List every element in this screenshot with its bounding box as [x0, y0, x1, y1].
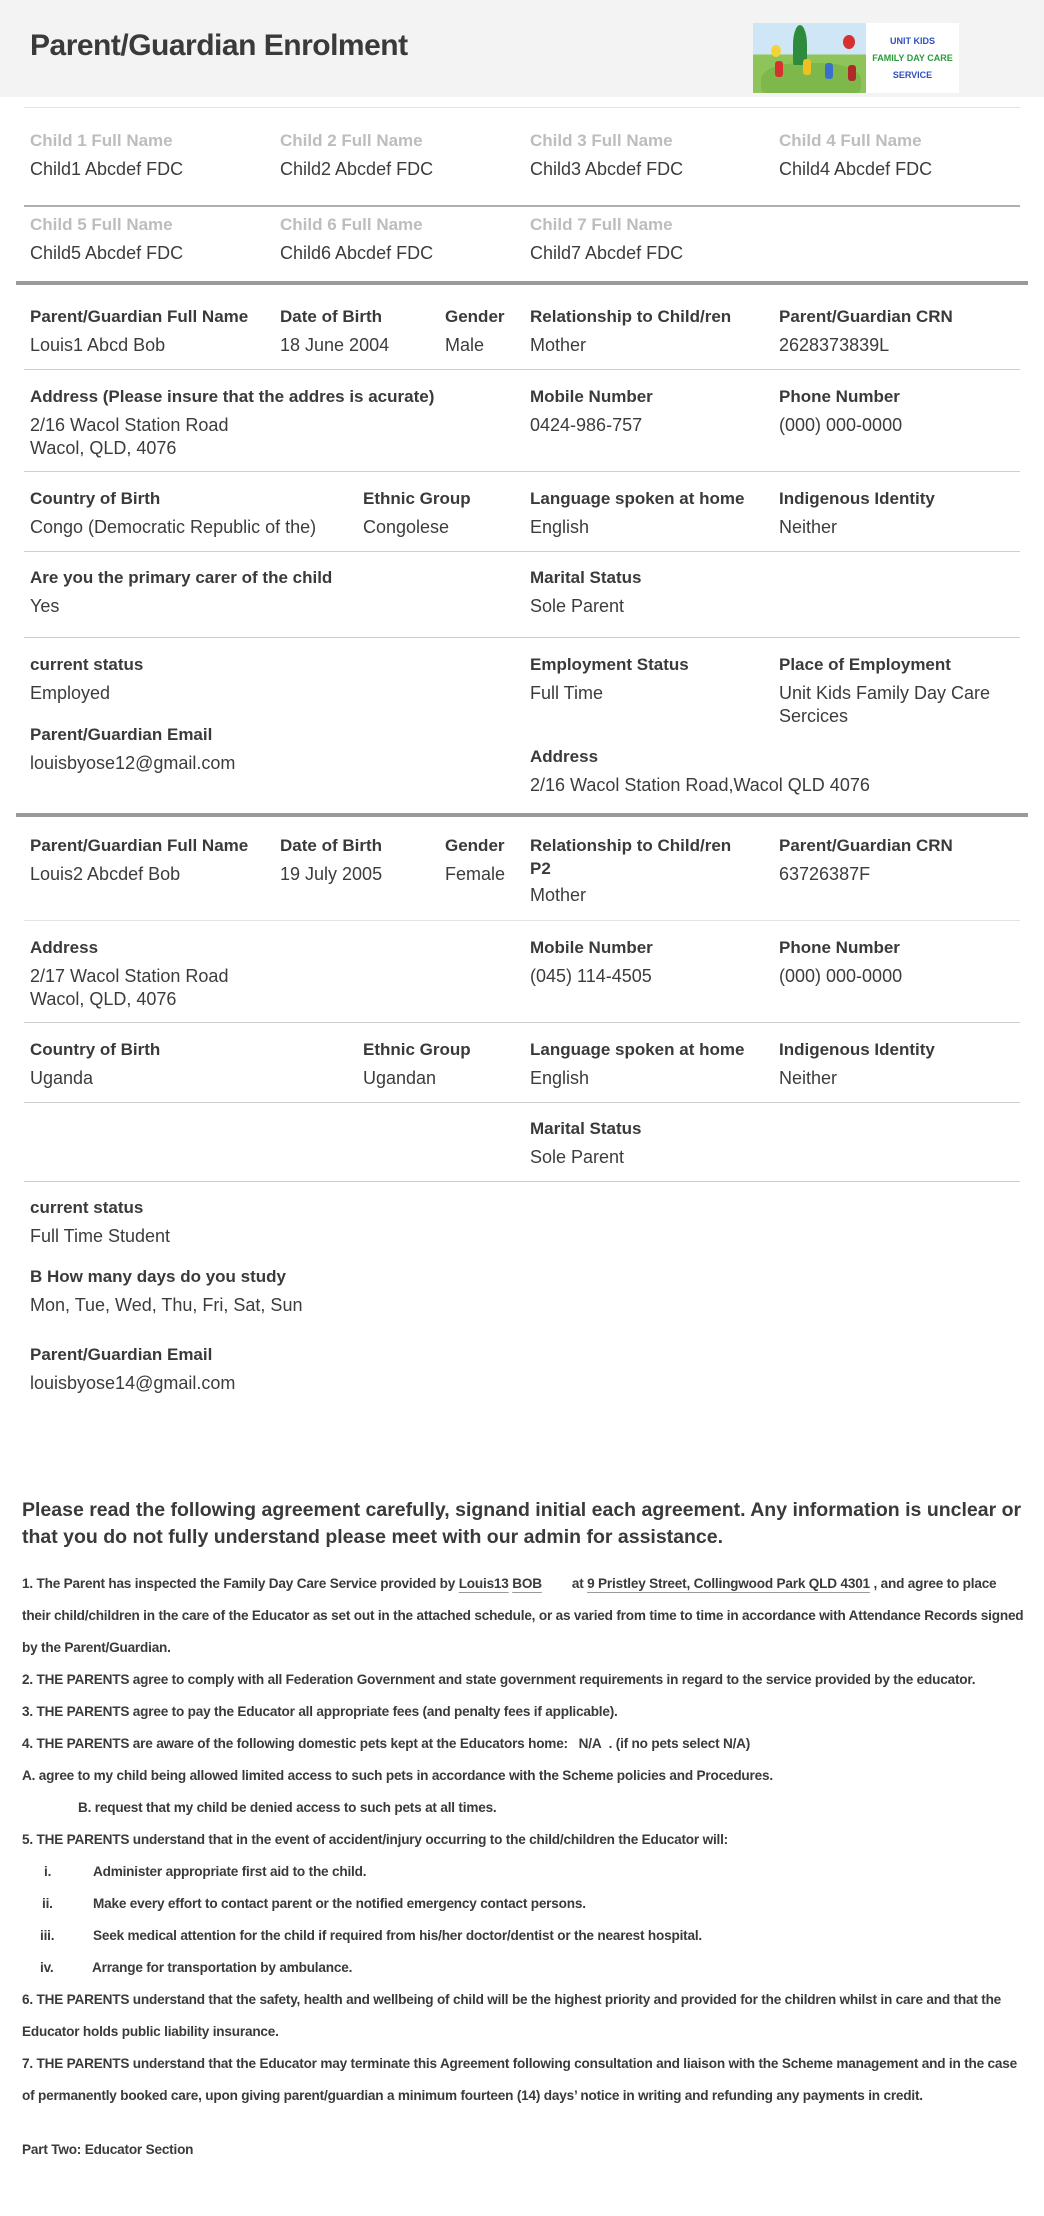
field-label: Mobile Number	[530, 387, 653, 406]
p1-country-field	[30, 488, 316, 539]
field-value: 2/17 Wacol Station Road	[30, 966, 229, 986]
field-value: 63726387F	[779, 864, 871, 884]
field-label: Are you the primary carer of the child	[30, 568, 333, 587]
field-label: Indigenous Identity	[779, 1040, 935, 1059]
field-value: Child1 Abcdef FDC	[30, 159, 184, 179]
p2-indigenous-field	[779, 1039, 935, 1090]
field-label: Parent/Guardian Full Name	[30, 307, 249, 326]
field-value: Louis1 Abcd Bob	[30, 335, 166, 355]
p2-relationship-field	[530, 835, 731, 907]
text: FAMILY DAY CARE	[872, 52, 953, 63]
field-value: 2/16 Wacol Station Road,Wacol QLD 4076	[530, 775, 870, 795]
field-value: Child6 Abcdef FDC	[280, 243, 434, 263]
section-divider	[16, 281, 1028, 285]
field-label: current status	[30, 1198, 144, 1217]
field-value: Child3 Abcdef FDC	[530, 159, 684, 179]
divider	[24, 471, 1020, 472]
p1-name-field	[30, 306, 248, 357]
clause-7: 7. THE PARENTS understand that the Educator may terminate this Agreement following consultation and liaison with the Scheme management and in the case of permanently booked care, upon giving parent/guardian a minimum fourteen (14) days’ notice in writing and refunding any payments in credit.	[22, 2056, 1017, 2103]
field-value: 2628373839L	[779, 335, 890, 355]
p1-employment-field	[530, 654, 689, 705]
divider	[24, 107, 1020, 108]
p2-crn-field	[779, 835, 953, 886]
field-label: Parent/Guardian CRN	[779, 836, 953, 855]
text: Administer appropriate first aid to the child.	[93, 1864, 367, 1879]
text: Arrange for transportation by ambulance.	[92, 1960, 353, 1975]
field-label: Country of Birth	[30, 489, 161, 508]
section-divider	[16, 813, 1028, 817]
field-label: Parent/Guardian Full Name	[30, 836, 249, 855]
agreement-clauses	[22, 1568, 1027, 2166]
field-label: Child 5 Full Name	[30, 215, 173, 234]
p1-phone-field	[779, 386, 902, 437]
text: i.	[44, 1864, 52, 1879]
field-label: Phone Number	[779, 387, 900, 406]
field-value: (000) 000-0000	[779, 966, 903, 986]
page-title: Parent/Guardian Enrolment	[30, 29, 408, 62]
p2-ethnic-field	[363, 1039, 471, 1090]
divider	[24, 637, 1020, 638]
field-value: louisbyose14@gmail.com	[30, 1373, 236, 1393]
child-5-field	[30, 214, 183, 265]
p2-language-field	[530, 1039, 744, 1090]
field-label: Gender	[445, 836, 505, 855]
field-value: English	[530, 517, 590, 537]
field-label: Relationship to Child/ren	[530, 836, 732, 855]
p2-phone-field	[779, 937, 902, 988]
text: 1. The Parent has inspected the Family Day Care Service provided by	[22, 1576, 459, 1591]
field-value: Male	[445, 335, 485, 355]
child-1-field	[30, 130, 183, 181]
p1-indigenous-field	[779, 488, 935, 539]
agreement-heading: Please read the following agreement carefully, signand initial each agreement. Any information is unclear or that you do not fully understand please meet with our admin for assistance.	[22, 1499, 1022, 1548]
field-value: English	[530, 1068, 590, 1088]
field-value: Mother	[530, 335, 587, 355]
divider	[24, 920, 1020, 921]
field-value: Neither	[779, 1068, 838, 1088]
field-label: Parent/Guardian Email	[30, 725, 213, 744]
clause-4b: B. request that my child be denied access to such pets at all times.	[78, 1800, 497, 1815]
field-value: Yes	[30, 596, 60, 616]
unit-kids-logo	[753, 23, 959, 93]
field-value: Child7 Abcdef FDC	[530, 243, 684, 263]
field-label: current status	[30, 655, 144, 674]
field-label: Phone Number	[779, 938, 900, 957]
p2-dob-field	[280, 835, 382, 886]
divider	[24, 1022, 1020, 1023]
logo-illustration	[753, 23, 866, 93]
clause-6: 6. THE PARENTS understand that the safety, health and wellbeing of child will be the highest priority and provided for the children whilst in care and that the Educator holds public liability insurance.	[22, 1992, 1002, 2039]
p1-language-field	[530, 488, 744, 539]
p1-crn-field	[779, 306, 953, 357]
field-label: Indigenous Identity	[779, 489, 935, 508]
field-label: Language spoken at home	[530, 1040, 745, 1059]
p2-current-status-field	[30, 1197, 170, 1248]
p1-work-address-field	[530, 746, 870, 797]
p2-address-field	[30, 937, 228, 1011]
p1-place-field	[779, 654, 990, 728]
clause-5-item	[22, 1856, 1027, 1888]
field-label: Child 6 Full Name	[280, 215, 423, 234]
text: UNIT KIDS	[890, 35, 935, 46]
field-value: Full Time	[530, 683, 604, 703]
field-value: Full Time Student	[30, 1226, 171, 1246]
p1-dob-field	[280, 306, 389, 357]
field-label: P2	[530, 859, 551, 878]
child-2-field	[280, 130, 433, 181]
p2-country-field	[30, 1039, 160, 1090]
pets-value: N/A	[578, 1736, 602, 1751]
field-value: Congolese	[363, 517, 450, 537]
field-label: Relationship to Child/ren	[530, 307, 732, 326]
text: Seek medical attention for the child if required from his/her doctor/dentist or the nearest hospital.	[93, 1928, 702, 1943]
field-label: Ethnic Group	[363, 1040, 471, 1059]
p1-ethnic-field	[363, 488, 471, 539]
field-label: Child 2 Full Name	[280, 131, 423, 150]
p1-email-field	[30, 724, 235, 775]
p1-address-field	[30, 386, 434, 460]
p2-study-days-field	[30, 1266, 302, 1317]
p1-marital-field	[530, 567, 641, 618]
p2-mobile-field	[530, 937, 653, 988]
field-label: Ethnic Group	[363, 489, 471, 508]
p2-marital-field	[530, 1118, 641, 1169]
field-value: Sercices	[779, 706, 849, 726]
field-value: 19 July 2005	[280, 864, 383, 884]
field-label: Address	[530, 747, 599, 766]
field-value: Child5 Abcdef FDC	[30, 243, 184, 263]
clause-5-item	[22, 1888, 1027, 1920]
text: iv.	[40, 1960, 54, 1975]
field-label: Marital Status	[530, 568, 642, 587]
p2-email-field	[30, 1344, 235, 1395]
field-value: Mon, Tue, Wed, Thu, Fri, Sat, Sun	[30, 1295, 303, 1315]
clause-4	[22, 1728, 1027, 1760]
field-value: Ugandan	[363, 1068, 437, 1088]
field-label: Place of Employment	[779, 655, 951, 674]
text: iii.	[40, 1928, 55, 1943]
p1-primary-carer-field	[30, 567, 332, 618]
field-label: Child 4 Full Name	[779, 131, 922, 150]
field-label: Date of Birth	[280, 307, 382, 326]
clause-3: 3. THE PARENTS agree to pay the Educator all appropriate fees (and penalty fees if applicable).	[22, 1704, 618, 1719]
divider	[24, 551, 1020, 552]
field-label: Language spoken at home	[530, 489, 745, 508]
educator-last-name: BOB	[512, 1576, 542, 1591]
text: Make every effort to contact parent or the notified emergency contact persons.	[93, 1896, 586, 1911]
field-label: Marital Status	[530, 1119, 642, 1138]
field-label: Employment Status	[530, 655, 689, 674]
p1-relationship-field	[530, 306, 731, 357]
field-label: Address (Please insure that the addres is acurate)	[30, 387, 435, 406]
p1-gender-field	[445, 306, 505, 357]
field-label: Parent/Guardian Email	[30, 1345, 213, 1364]
text: SERVICE	[892, 69, 933, 80]
p2-name-field	[30, 835, 248, 886]
child-4-field	[779, 130, 932, 181]
divider	[24, 1181, 1020, 1182]
field-value: Congo (Democratic Republic of the)	[30, 517, 317, 537]
field-label: Mobile Number	[530, 938, 653, 957]
p1-current-status-field	[30, 654, 143, 705]
page-header	[0, 0, 1044, 97]
field-value: Wacol, QLD, 4076	[30, 989, 177, 1009]
p1-mobile-field	[530, 386, 653, 437]
field-label: Child 1 Full Name	[30, 131, 173, 150]
child-6-field	[280, 214, 433, 265]
field-value: (045) 114-4505	[530, 966, 652, 986]
p2-gender-field	[445, 835, 505, 886]
clause-2: 2. THE PARENTS agree to comply with all Federation Government and state government requirements in regard to the service provided by the educator.	[22, 1672, 976, 1687]
field-value: Child2 Abcdef FDC	[280, 159, 434, 179]
divider	[24, 205, 1020, 207]
field-label: Gender	[445, 307, 505, 326]
field-value: 0424-986-757	[530, 415, 643, 435]
field-value: Mother	[530, 885, 587, 905]
child-7-field	[530, 214, 683, 265]
clause-5: 5. THE PARENTS understand that in the event of accident/injury occurring to the child/children the Educator will:	[22, 1832, 729, 1847]
field-value: 2/16 Wacol Station Road	[30, 415, 229, 435]
clause-5-item	[22, 1952, 1027, 1984]
field-value: Child4 Abcdef FDC	[779, 159, 933, 179]
text: , and agree to place their child/children in the care of the Educator as set out in the attached schedule, or as varied from time to time in accordance with Attendance Records signed by the Parent/Guardian.	[22, 1576, 1024, 1655]
text: ii.	[42, 1896, 53, 1911]
text: . (if no pets select N/A)	[608, 1736, 751, 1751]
field-label: Child 7 Full Name	[530, 215, 673, 234]
educator-address: 9 Pristley Street, Collingwood Park QLD 4301	[587, 1576, 870, 1591]
field-value: Neither	[779, 517, 838, 537]
field-value: Unit Kids Family Day Care	[779, 683, 991, 703]
divider	[24, 369, 1020, 370]
educator-first-name: Louis13	[458, 1576, 509, 1591]
text: 4. THE PARENTS are aware of the following domestic pets kept at the Educators home:	[22, 1736, 568, 1751]
part-two-heading: Part Two: Educator Section	[22, 2142, 194, 2157]
text: at	[571, 1576, 588, 1591]
field-value: Sole Parent	[530, 596, 625, 616]
field-value: Uganda	[30, 1068, 94, 1088]
field-value: Louis2 Abcdef Bob	[30, 864, 181, 884]
field-value: Employed	[30, 683, 111, 703]
field-value: (000) 000-0000	[779, 415, 903, 435]
field-label: Child 3 Full Name	[530, 131, 673, 150]
field-value: 18 June 2004	[280, 335, 390, 355]
field-label: Address	[30, 938, 99, 957]
field-value: Sole Parent	[530, 1147, 625, 1167]
clause-1	[22, 1568, 1027, 1664]
field-value: louisbyose12@gmail.com	[30, 753, 236, 773]
field-value: Wacol, QLD, 4076	[30, 438, 177, 458]
clause-5-item	[22, 1920, 1027, 1952]
field-label: Date of Birth	[280, 836, 382, 855]
child-3-field	[530, 130, 683, 181]
field-label: Country of Birth	[30, 1040, 161, 1059]
field-label: Parent/Guardian CRN	[779, 307, 953, 326]
field-label: B How many days do you study	[30, 1267, 286, 1286]
field-value: Female	[445, 864, 506, 884]
clause-4a: A. agree to my child being allowed limited access to such pets in accordance with the Scheme policies and Procedures.	[22, 1768, 773, 1783]
divider	[24, 1102, 1020, 1103]
